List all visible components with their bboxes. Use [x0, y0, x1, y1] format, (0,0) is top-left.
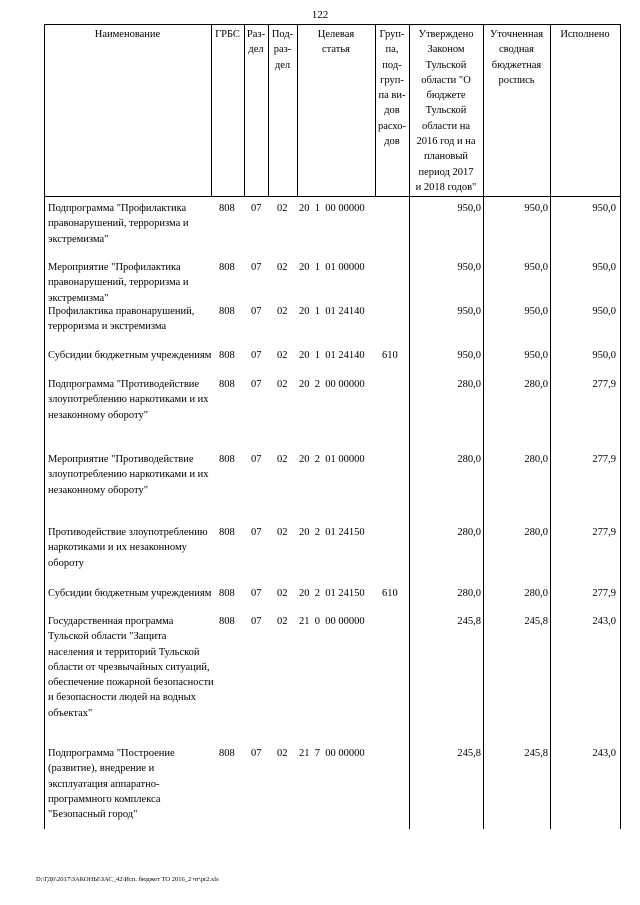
header-grbs: ГРБС	[211, 24, 244, 197]
row-grbs: 808	[219, 203, 235, 214]
grid-line	[620, 24, 621, 829]
row-podrazdel: 02	[277, 203, 288, 214]
row-podrazdel: 02	[277, 454, 288, 465]
header-name: Наименование	[44, 24, 211, 197]
row-executed: 243,0	[592, 616, 616, 627]
grid-line	[44, 24, 45, 829]
row-name: Профилактика правонарушений, терроризма и экстремизма	[48, 306, 195, 333]
row-approved: 950,0	[457, 350, 481, 361]
row-target: 21 7 00 00000	[299, 748, 365, 759]
row-target: 20 1 00 00000	[299, 203, 365, 214]
row-approved: 245,8	[457, 616, 481, 627]
row-grbs: 808	[219, 454, 235, 465]
row-name: Подпрограмма "Противодействие злоупотреблению наркотиками и их незаконному обороту"	[48, 379, 209, 421]
grid-line	[409, 24, 410, 829]
header-razdel: Раз- дел	[244, 24, 268, 197]
row-podrazdel: 02	[277, 350, 288, 361]
page-number: 122	[311, 9, 329, 21]
row-executed: 950,0	[592, 203, 616, 214]
header-refined: Уточненная сводная бюджетная роспись	[483, 24, 550, 197]
row-razdel: 07	[251, 306, 262, 317]
row-razdel: 07	[251, 588, 262, 599]
row-refined: 280,0	[524, 454, 548, 465]
file-path-footer: D:\ГД6\2017\ЗАКОНЫ\ЗАС_42\Исп. бюджет ТО 2016_2 чт\pr2.xls	[36, 876, 219, 883]
row-refined: 280,0	[524, 379, 548, 390]
grid-line	[244, 24, 245, 197]
row-grbs: 808	[219, 306, 235, 317]
header-podrazdel: Под- раз- дел	[268, 24, 297, 197]
row-razdel: 07	[251, 262, 262, 273]
row-refined: 245,8	[524, 748, 548, 759]
row-executed: 277,9	[592, 379, 616, 390]
row-target: 20 1 01 24140	[299, 350, 365, 361]
row-approved: 280,0	[457, 379, 481, 390]
row-refined: 280,0	[524, 527, 548, 538]
row-executed: 243,0	[592, 748, 616, 759]
row-approved: 280,0	[457, 527, 481, 538]
row-grbs: 808	[219, 748, 235, 759]
row-group: 610	[382, 588, 398, 599]
row-approved: 950,0	[457, 306, 481, 317]
row-approved: 950,0	[457, 203, 481, 214]
row-grbs: 808	[219, 588, 235, 599]
row-name: Субсидии бюджетным учреждениям	[48, 350, 212, 361]
row-refined: 950,0	[524, 262, 548, 273]
row-target: 20 2 01 24150	[299, 588, 365, 599]
row-grbs: 808	[219, 350, 235, 361]
row-executed: 950,0	[592, 262, 616, 273]
grid-line	[483, 24, 484, 829]
row-group: 610	[382, 350, 398, 361]
row-podrazdel: 02	[277, 616, 288, 627]
row-approved: 950,0	[457, 262, 481, 273]
row-refined: 950,0	[524, 203, 548, 214]
row-target: 20 2 00 00000	[299, 379, 365, 390]
row-approved: 280,0	[457, 588, 481, 599]
row-razdel: 07	[251, 748, 262, 759]
row-target: 20 1 01 24140	[299, 306, 365, 317]
header-executed: Исполнено	[550, 24, 620, 197]
row-refined: 245,8	[524, 616, 548, 627]
row-grbs: 808	[219, 616, 235, 627]
header-group: Груп- па, под- груп- па ви- дов расхо- дов	[375, 24, 409, 197]
row-podrazdel: 02	[277, 306, 288, 317]
header-target: Целевая статья	[297, 24, 375, 197]
row-razdel: 07	[251, 203, 262, 214]
row-target: 20 2 01 24150	[299, 527, 365, 538]
row-executed: 277,9	[592, 588, 616, 599]
row-name: Противодействие злоупотреблению наркотиками и их незаконному обороту	[48, 527, 208, 569]
row-approved: 245,8	[457, 748, 481, 759]
row-name: Мероприятие "Профилактика правонарушений, терроризма и экстремизма"	[48, 262, 189, 304]
row-grbs: 808	[219, 527, 235, 538]
row-target: 21 0 00 00000	[299, 616, 365, 627]
row-executed: 950,0	[592, 306, 616, 317]
grid-line	[550, 24, 551, 829]
row-podrazdel: 02	[277, 748, 288, 759]
row-name: Подпрограмма "Построение (развитие), внедрение и эксплуатация аппаратно-программного комплекса "Безопасный город"	[48, 748, 175, 821]
header-approved: Утверждено Законом Тульской области "О бюджете Тульской области на 2016 год и на плановый период 2017 и 2018 годов"	[409, 24, 483, 197]
row-podrazdel: 02	[277, 588, 288, 599]
row-razdel: 07	[251, 454, 262, 465]
row-executed: 277,9	[592, 527, 616, 538]
row-razdel: 07	[251, 379, 262, 390]
grid-line	[297, 24, 298, 197]
row-razdel: 07	[251, 616, 262, 627]
row-name: Государственная программа Тульской области "Защита населения и территорий Тульской области от чрезвычайных ситуаций, обеспечение пожарной безопасности и безопасности людей на водных объектах"	[48, 616, 214, 719]
grid-line	[268, 24, 269, 197]
row-refined: 950,0	[524, 306, 548, 317]
row-executed: 950,0	[592, 350, 616, 361]
row-grbs: 808	[219, 262, 235, 273]
row-name: Субсидии бюджетным учреждениям	[48, 588, 212, 599]
row-name: Мероприятие "Противодействие злоупотреблению наркотиками и их незаконному обороту"	[48, 454, 209, 496]
row-name: Подпрограмма "Профилактика правонарушений, терроризма и экстремизма"	[48, 203, 189, 245]
row-refined: 950,0	[524, 350, 548, 361]
grid-line	[211, 24, 212, 197]
row-target: 20 2 01 00000	[299, 454, 365, 465]
row-executed: 277,9	[592, 454, 616, 465]
row-target: 20 1 01 00000	[299, 262, 365, 273]
row-podrazdel: 02	[277, 262, 288, 273]
row-razdel: 07	[251, 350, 262, 361]
row-razdel: 07	[251, 527, 262, 538]
row-podrazdel: 02	[277, 527, 288, 538]
grid-line	[375, 24, 376, 197]
row-refined: 280,0	[524, 588, 548, 599]
row-podrazdel: 02	[277, 379, 288, 390]
row-approved: 280,0	[457, 454, 481, 465]
row-grbs: 808	[219, 379, 235, 390]
